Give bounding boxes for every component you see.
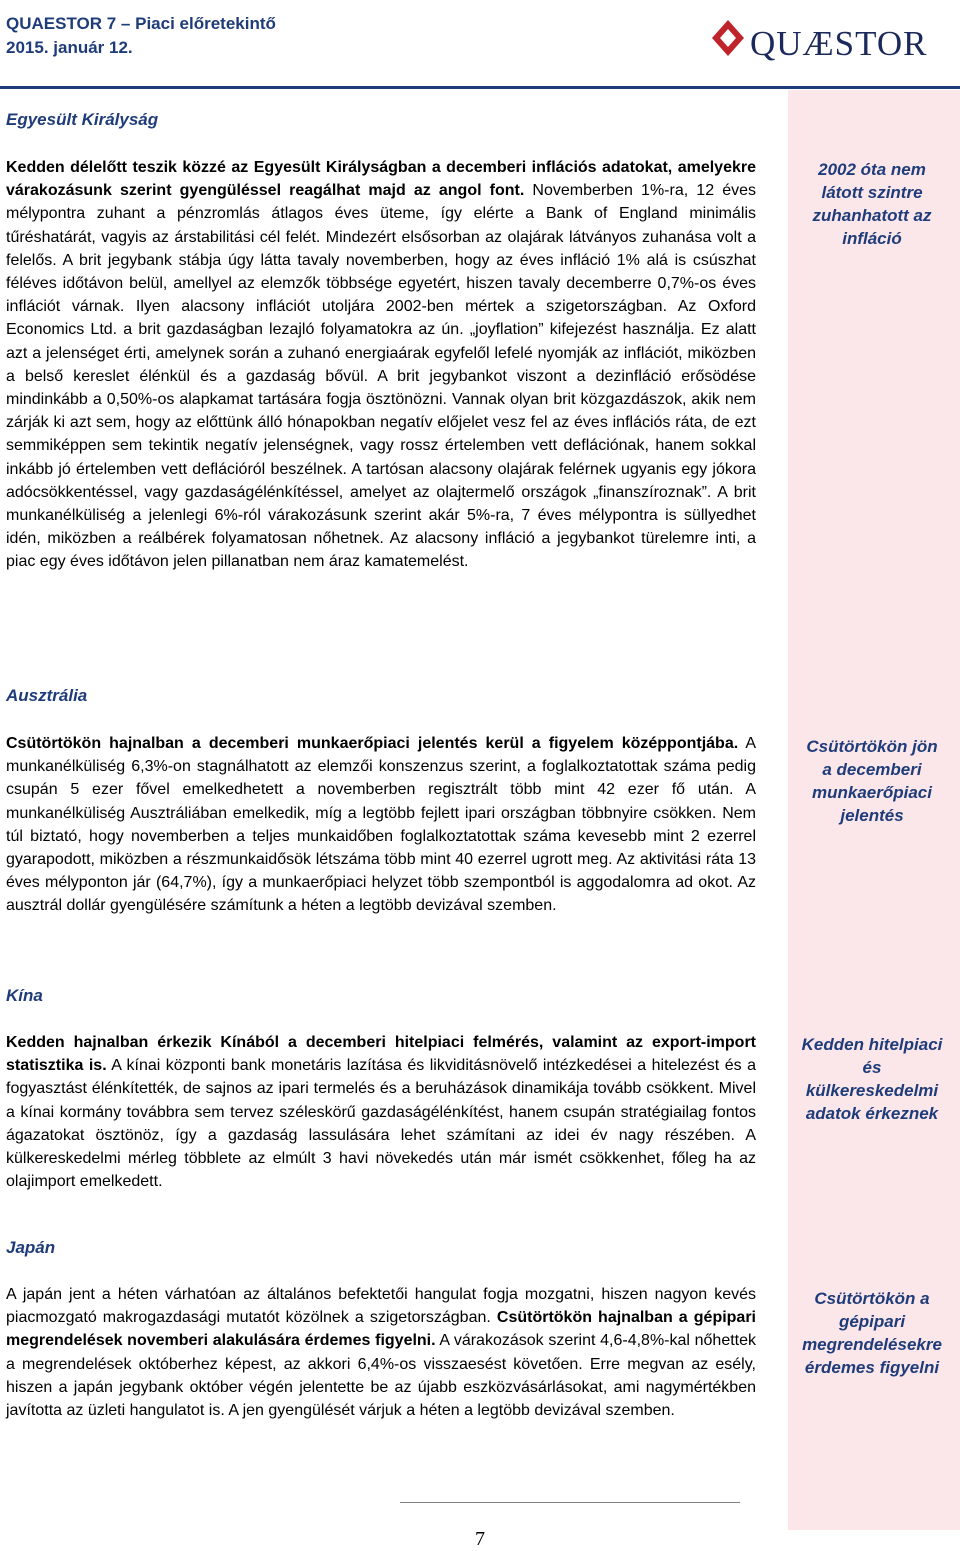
header-rule [0, 86, 960, 89]
section-body-china [6, 1031, 756, 1193]
section-lead-china: Kedden hajnalban érkezik Kínából a decemberi hitelpiaci felmérés, valamint az export-import statisztika is. [6, 1034, 756, 1075]
section-lead-australia: Csütörtökön hajnalban a decemberi munkaerőpiaci jelentés kerül a figyelem középpontjába. [6, 735, 739, 752]
quaestor-logo-text: QUÆSTOR [750, 24, 928, 63]
side-note-china: Kedden hitelpiaci és külkereskedelmi adatok érkeznek [801, 1035, 943, 1123]
section-title-china: Kína [6, 986, 43, 1005]
section-title-uk: Egyesült Királyság [6, 110, 159, 129]
side-note-uk: 2002 óta nem látott szintre zuhanhatott az infláció [812, 160, 932, 248]
section-body-japan [6, 1283, 756, 1422]
section-title-japan: Japán [6, 1238, 56, 1257]
section-intro-japan: A japán jent a héten várhatóan az általános befektetői hangulat fogja mozgatni, hiszen nagyon kevés piacmozgató makrogazdasági mutatót közölnek a szigetországban. [6, 1286, 756, 1327]
section-text-uk: Novemberben 1%-ra, 12 éves mélypontra zuhant a pénzromlás átlagos éves üteme, így elérte a Bank of England minimális tűréshatárát, vagyis az árstabilitási cél felét. Mindezért elsősorban az olajárak látványos zuhanása volt a felelős. A brit jegybank stábja úgy látta tavaly novemberben, hogy az éves infláció 1% alá is csúszhat féléves időtávon belül, amellyel az elemzők többsége egyetért, hiszen tavaly decemberre 0,7%-os éves inflációt várnak. Ilyen alacsony inflációt utoljára 2002-ben mértek a szigetországban. Az Oxford Economics Ltd. a brit gazdaságban lezajló folyamatokra az ún. „joyflation” kifejezést használja. Ez alatt azt a jelenséget érti, amelynek során a zuhanó energiaárak egyfelől lefelé nyomják az inflációt, miközben a belső kereslet élénkül és a gazdaság bővül. A brit jegybankot viszont a dezinfláció erősödése mindinkább a 0,50%-os alapkamat tartására fogja ösztönözni. Vannak olyan brit közgazdászok, akik nem zárják ki azt sem, hogy az előttünk álló hónapokban negatív előjelet vesz fel az éves inflációs ráta, de ezt semmiképpen sem tekintik negatív jelenségnek, vagy rossz értelemben vett deflációnak, hanem sokkal inkább jó értelemben vett deflációról beszélnek. A tartósan alacsony olajárak felérnek ugyanis egy jókora adócsökkentéssel, vagy gazdaságélénkítéssel, amelyet az olajtermelő országok „finanszíroznak”. A brit munkanélküliség a jelenlegi 6%-ról várakozásunk szerint akár 5%-ra, 7 éves mélypontra is süllyedhet idén, miközben a reálbérek folyamatosan nőhetnek. Az alacsony infláció a jegybankot türelemre inti, a piac egy éves időtávon jelen pillanatban nem áraz kamatemelést. [6, 182, 757, 571]
side-note-japan: Csütörtökön a gépipari megrendelésekre érdemes figyelni [802, 1289, 942, 1377]
report-title: QUAESTOR 7 – Piaci előretekintő [6, 14, 276, 33]
section-lead-japan: Csütörtökön hajnalban a gépipari megrendelések novemberi alakulására érdemes figyelni. [6, 1309, 757, 1350]
page-number: 7 [475, 1528, 485, 1550]
page-header [0, 0, 960, 90]
section-text-china: A kínai központi bank monetáris lazítása és likviditásnövelő intézkedései a hitelezést és a fogyasztást élénkítették, de sajnos az ipari termelés és a beruházások dinamikája tovább csökkent. Mivel a kínai kormány továbbra sem tervez széleskörű gazdaságélénkítést, hanem csupán stratégiailag fontos ágazatokat ösztönöz, így a gazdaság lassulására lehet számítani az idei év nagy részében. A külkereskedelmi mérleg többlete az elmúlt 3 havi növekedés után már ismét csökkenhet, főleg ha az olajimport emelkedett. [6, 1057, 756, 1191]
side-note-australia: Csütörtökön jön a decemberi munkaerőpiaci jelentés [806, 737, 938, 825]
section-title-australia: Ausztrália [6, 686, 88, 705]
report-date: 2015. január 12. [6, 38, 133, 57]
section-lead-uk: Kedden délelőtt teszik közzé az Egyesült Királyságban a decemberi inflációs adatokat, amelyekre várakozásunk szerint gyengüléssel reagálhat majd az angol font. [6, 159, 756, 200]
section-body-australia [6, 732, 756, 918]
section-text-australia: A munkanélküliség 6,3%-on stagnálhatott az elemzői konszenzus szerint, a foglalkoztatottak száma pedig csupán 5 ezer fővel emelkedhetett a novemberben regisztrált több mint 42 ezer fő után. A munkanélküliség Ausztráliában emelkedik, míg a legtöbb fejlett ipari országban többnyire csökken. Nem túl biztató, hogy novemberben a teljes munkaidőben foglalkoztatottak száma kevesebb mint 2 ezerrel gyarapodott, miközben a részmunkaidősök létszáma több mint 40 ezerrel ugrott meg. Az aktivitási ráta 13 éves mélyponton jár (64,7%), így a munkaerőpiaci helyzet több szempontból is aggodalomra ad okot. Az ausztrál dollár gyengülésére számítunk a héten a legtöbb devizával szemben. [6, 735, 757, 915]
section-body-uk [6, 156, 756, 574]
section-text-japan: A várakozások szerint 4,6-4,8%-kal nőhettek a megrendelések októberhez képest, az akkori 6,4%-os visszaesést követően. Erre megvan az esély, hiszen a japán jegybank október végén jelentette be az újabb eszközvásárlásokat, ami nagymértékben javította az üzleti hangulatot is. A jen gyengülését várjuk a héten a legtöbb devizával szemben. [6, 1332, 757, 1420]
footer-rule [400, 1502, 740, 1503]
